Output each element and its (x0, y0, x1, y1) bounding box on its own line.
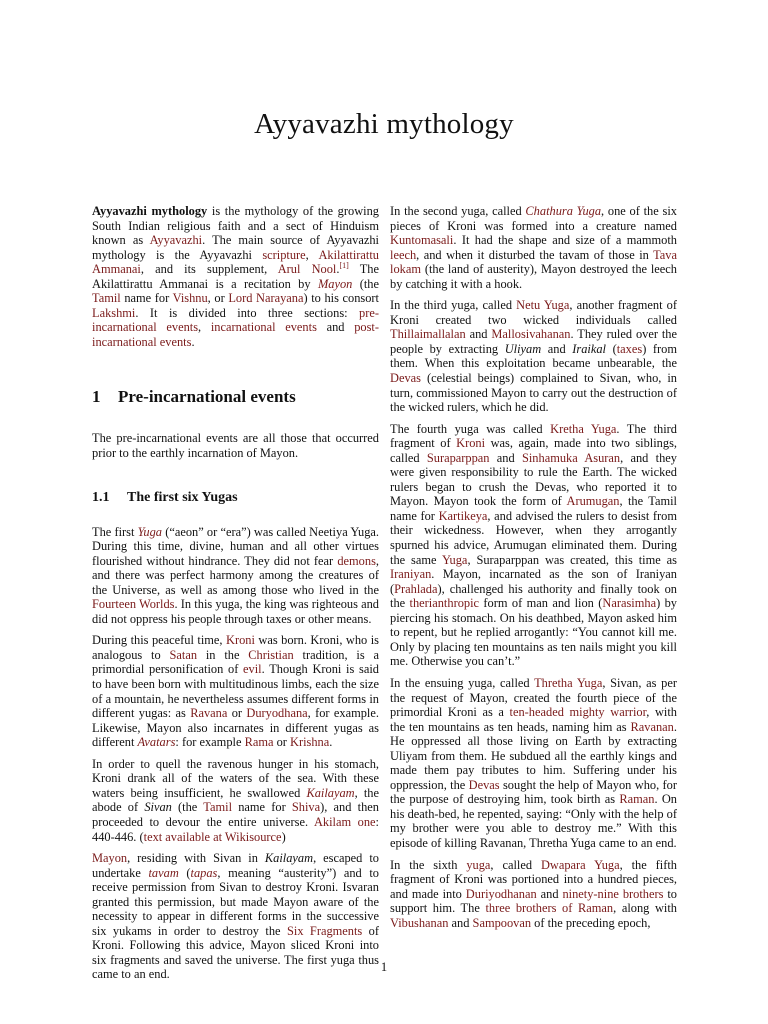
subsection-heading-first-six-yugas: 1.1 The first six Yugas (92, 489, 238, 505)
link-vishnu[interactable]: Vishnu (172, 291, 208, 306)
link-raman[interactable]: Raman (619, 792, 655, 807)
paragraph-third-yuga: In the third yuga, called Netu Yuga, another fragment of Kroni created two wicked individuals called Thillaimallalan and Mallosivahanan. They ruled over the people by extracting Uliyam and Iraikal (taxes) from them. When this exploitation became unbearable, the Devas (celestial beings) complained to Sivan, who, in turn, commissioned Mayon to carry out the destruction of the wicked rulers, which he did. (390, 298, 678, 415)
link-ravana[interactable]: Ravana (190, 706, 228, 721)
link-devas-2[interactable]: Devas (468, 777, 500, 792)
link-tapas[interactable]: tapas (190, 865, 218, 880)
link-lakshmi[interactable]: Lakshmi (92, 305, 136, 320)
link-rama[interactable]: Rama (244, 735, 274, 750)
link-tava-lokam[interactable]: Tava lokam (390, 247, 677, 277)
link-kroni[interactable]: Kroni (226, 633, 255, 648)
link-yuga-2[interactable]: Yuga (441, 552, 468, 567)
link-sinhamuka-asuran[interactable]: Sinhamuka Asuran (521, 450, 621, 465)
paragraph-kroni: During this peaceful time, Kroni was born. Kroni, who is analogous to Satan in the Christian tradition, is a primordial personification of evil. Though Kroni is said to have been born with multitudinous limbs, each the size of a mountain, he nevertheless assumes different forms in different yugas: as Ravana or Duryodhana, for example. Likewise, Mayon also incarnates in different yugas as different Avatars: for example Rama or Krishna. (92, 633, 379, 750)
link-tamil-2[interactable]: Tamil (203, 800, 233, 815)
link-shiva[interactable]: Shiva (291, 800, 321, 815)
link-kroni-2[interactable]: Kroni (456, 436, 486, 451)
link-scripture[interactable]: scripture (262, 247, 306, 262)
right-column (390, 204, 677, 937)
paragraph-fourth-yuga: The fourth yuga was called Kretha Yuga. The third fragment of Kroni was, again, made into two siblings, called Suraparppan and Sinhamuka Asuran, and they were given responsibility to rule the Earth. The wicked rulers began to crush the Devas, who reported it to Mayon. Mayon took the form of Arumugan, the Tamil name for Kartikeya, and advised the rulers to desist from their wickedness. However, when they arrogantly spurned his advice, Arumugan eliminated them. During the same Yuga, Suraparppan was created, this time as Iraniyan. Mayon, incarnated as the son of Iraniyan (Prahlada), challenged his authority and finally took on the therianthropic form of man and lion (Narasimha) by piercing his stomach. On his deathbed, Mayon asked him to repent, but he replied arrogantly: “You cannot kill me. Only by placing ten mountains as ten nails might you kill me. Otherwise you can’t.” (390, 421, 678, 669)
link-mayon-2[interactable]: Mayon (92, 851, 128, 866)
link-suraparppan[interactable]: Suraparppan (426, 450, 490, 465)
link-pre-incarnational-events[interactable]: pre-incarnational events (92, 305, 379, 335)
article-subject: Ayyavazhi mythology (92, 204, 208, 218)
paragraph-first-yuga: The first Yuga (“aeon” or “era”) was called Neetiya Yuga. During this time, divine, human and all other virtues flourished without hindrance. They did not fear demons, and there was perfect harmony among the creatures of the Universe, as well as among those who lived in the Fourteen Worlds. In this yuga, the king was righteous and did not oppress his people through taxes or other means. (92, 524, 379, 626)
link-prahlada[interactable]: Prahlada (394, 581, 438, 596)
link-kretha-yuga[interactable]: Kretha Yuga (550, 421, 617, 436)
link-duriyodhanan[interactable]: Duriyodhanan (465, 886, 537, 901)
link-duryodhana[interactable]: Duryodhana (246, 706, 308, 721)
footnote-ref-1[interactable]: [1] (339, 261, 349, 271)
page-number: 1 (380, 960, 388, 974)
link-mallosivahanan[interactable]: Mallosivahanan (491, 327, 571, 342)
intro-paragraph: Ayyavazhi mythology is the mythology of the growing South Indian religious faith and a sect of Hinduism known as Ayyavazhi. The main source of Ayyavazhi mythology is the Ayyavazhi scripture, Akilattirattu Ammanai, and its supplement, Arul Nool.[1] The Akilattirattu Ammanai is a recitation by Mayon (the Tamil name for Vishnu, or Lord Narayana) to his consort Lakshmi. It is divided into three sections: pre-incarnational events, incarnational events and post-incarnational events. (92, 204, 380, 349)
link-kartikeya[interactable]: Kartikeya (438, 508, 488, 523)
link-evil[interactable]: evil (243, 662, 262, 677)
page-title: Ayyavazhi mythology (254, 108, 514, 140)
link-ninety-nine-brothers[interactable]: ninety-nine brothers (562, 886, 664, 901)
pre-incarnational-intro: The pre-incarnational events are all those that occurred prior to the earthly incarnation of Mayon. (92, 431, 379, 461)
left-column (92, 204, 379, 989)
link-thretha-yuga[interactable]: Thretha Yuga (534, 675, 603, 690)
paragraph-kroni-hunger: In order to quell the ravenous hunger in his stomach, Kroni drank all of the waters of the sea. With these waters being insufficient, he swallowed Kailayam, the abode of Sivan (the Tamil name for Shiva), and then proceeded to devour the entire universe. Akilam one: 440-446. (text available at Wikisource) (92, 756, 379, 844)
link-vibushanan[interactable]: Vibushanan (390, 915, 449, 930)
link-satan[interactable]: Satan (169, 647, 198, 662)
link-kailayam[interactable]: Kailayam (306, 785, 355, 800)
link-incarnational-events[interactable]: incarnational events (210, 320, 317, 335)
link-wikisource[interactable]: text available at Wikisource (143, 829, 282, 844)
link-mayon[interactable]: Mayon (317, 276, 353, 291)
link-krishna[interactable]: Krishna (290, 735, 330, 750)
link-christian[interactable]: Christian (248, 647, 294, 662)
link-kuntomasali[interactable]: Kuntomasali (390, 233, 454, 248)
paragraph-thretha-yuga: In the ensuing yuga, called Thretha Yuga, Sivan, as per the request of Mayon, created the fourth piece of the primordial Kroni as a ten-headed mighty warrior, with the ten mountains as ten heads, naming him as Ravanan. He oppressed all those living on Earth by extracting Uliyam from them. He subdued all the earthly kings and made them pay tributes to him. Suffering under his oppression, the Devas sought the help of Mayon who, for the purpose of destroying him, took birth as Raman. On his death-bed, he repented, saying: “Only with the help of my brother were you able to destroy me.” With this episode of killing Ravanan, Thretha Yuga came to an end. (390, 675, 678, 850)
link-lord-narayana[interactable]: Lord Narayana (228, 291, 304, 306)
link-ayyavazhi[interactable]: Ayyavazhi (149, 233, 203, 248)
link-leech[interactable]: leech (390, 247, 417, 262)
link-chathura-yuga[interactable]: Chathura Yuga (525, 204, 602, 218)
link-ten-headed-mighty-warrior[interactable]: ten-headed mighty warrior (509, 705, 647, 720)
paragraph-second-yuga: In the second yuga, called Chathura Yuga, one of the six pieces of Kroni was formed into a creature named Kuntomasali. It had the shape and size of a mammoth leech, and when it disturbed the tavam of those in Tava lokam (the land of austerity), Mayon destroyed the leech by catching it with a hook. (390, 204, 677, 291)
link-iraniyan[interactable]: Iraniyan (390, 567, 432, 582)
link-narasimha[interactable]: Narasimha (602, 596, 657, 611)
link-demons[interactable]: demons (337, 553, 376, 568)
link-akilam-one[interactable]: Akilam one (313, 814, 376, 829)
link-arul-nool[interactable]: Arul Nool (277, 262, 337, 277)
link-ravanan[interactable]: Ravanan (630, 719, 674, 734)
link-avatars[interactable]: Avatars (137, 735, 176, 750)
link-devas[interactable]: Devas (390, 371, 421, 386)
link-arumugan[interactable]: Arumugan (566, 494, 620, 509)
link-dwapara-yuga[interactable]: Dwapara Yuga (540, 857, 620, 872)
link-sampoovan[interactable]: Sampoovan (472, 915, 532, 930)
link-six-fragments[interactable]: Six Fragments (286, 923, 363, 938)
link-tavam[interactable]: tavam (148, 865, 179, 880)
link-three-brothers-of-raman[interactable]: three brothers of Raman (485, 901, 614, 916)
link-taxes[interactable]: taxes (616, 341, 643, 356)
link-yuga[interactable]: Yuga (137, 524, 162, 539)
paragraph-mayon-tavam: Mayon, residing with Sivan in Kailayam, escaped to undertake tavam (tapas, meaning “austerity”) and to receive permission from Sivan to destroy Kroni. Isvaran granted this permission, but made Mayon aware of the necessity to appear in different forms in the successive six yukams in order to destroy the Six Fragments of Kroni. Following this advice, Mayon sliced Kroni into six fragments and saved the universe. The first yuga thus came to an end. (92, 851, 379, 982)
section-heading-pre-incarnational: 1 Pre-incarnational events (92, 387, 296, 407)
link-tamil[interactable]: Tamil (92, 291, 121, 306)
link-fourteen-worlds[interactable]: Fourteen Worlds (92, 597, 175, 612)
link-thillaimallalan[interactable]: Thillaimallalan (390, 327, 466, 342)
link-post-incarnational-events[interactable]: post-incarnational events (92, 320, 380, 349)
link-yuga-3[interactable]: yuga (466, 857, 491, 872)
link-akilattirattu-ammanai[interactable]: Akilattirattu Ammanai (92, 247, 379, 277)
link-netu-yuga[interactable]: Netu Yuga (516, 298, 570, 313)
link-therianthropic[interactable]: therianthropic (409, 596, 480, 611)
paragraph-sixth-yuga: In the sixth yuga, called Dwapara Yuga, the fifth fragment of Kroni was portioned into a hundred pieces, and made into Duriyodhanan and ninety-nine brothers to support him. The three brothers of Raman, along with Vibushanan and Sampoovan of the preceding epoch, (390, 857, 678, 930)
